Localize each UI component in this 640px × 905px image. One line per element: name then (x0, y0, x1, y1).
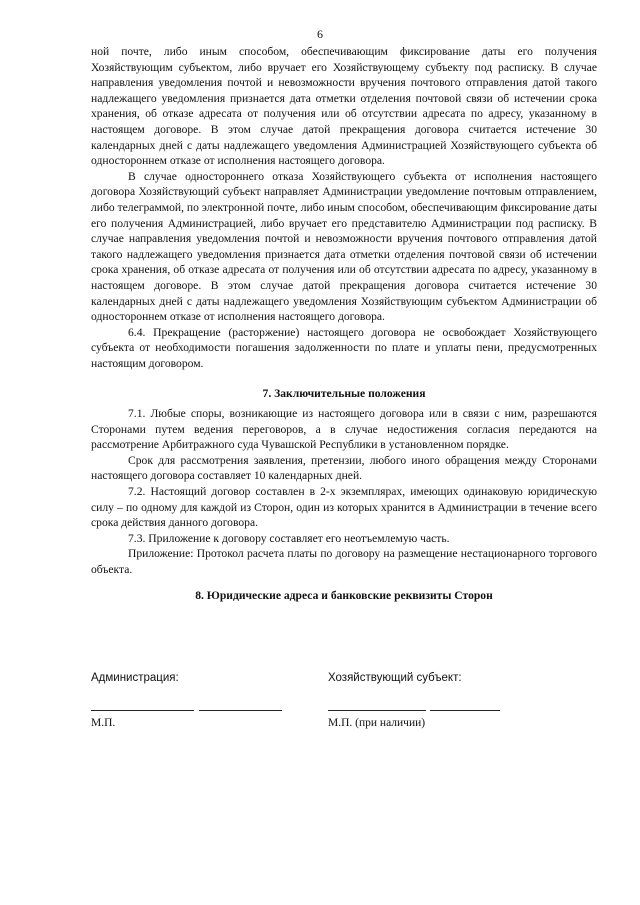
signature-line (328, 710, 426, 711)
signature-name-line (430, 710, 500, 711)
signature-entity-label: Хозяйствующий субъект: (328, 672, 462, 684)
stamp-place-entity: М.П. (при наличии) (328, 717, 426, 729)
stamp-place-admin: М.П. (91, 717, 116, 729)
signature-block (91, 671, 597, 741)
section-8-heading: 8. Юридические адреса и банковские реквизиты Сторон (195, 588, 493, 602)
signature-admin (91, 671, 291, 687)
paragraph-termination-notice-entity: В случае одностороннего отказа Хозяйствующего субъекта от исполнения настоящего договора Хозяйствующий субъект направляет Администрации уведомление почтовым отправлением, либо телеграммой, по электронной почте, либо иным способом, обеспечивающим фиксирование даты его получения Администрацией, либо вручает его представителю Администрации под расписку. В случае направления уведомления почтой и невозможности вручения почтового отправления датой такого надлежащего уведомления признается дата отметки отделения почтовой связи об истечении срока хранения, об отказе адресата от получения или об отсутствии адресата по адресу, указанному в настоящем договоре. В этом случае датой прекращения договора считается истечение 30 календарных дней с даты надлежащего уведомления Хозяйствующим субъектом Администрации об одностороннем отказе от исполнения настоящего договора. (91, 169, 597, 324)
section-7-heading: 7. Заключительные положения (262, 387, 426, 401)
paragraph-7-1: 7.1. Любые споры, возникающие из настоящего договора или в связи с ним, разрешаются Сторонами путем ведения переговоров, а в случае недостижения согласия передаются на рассмотрение Арбитражного суда Чувашской Республики в установленном порядке. (91, 407, 597, 452)
paragraph-7-1-term: Срок для рассмотрения заявления, претензии, любого иного обращения между Сторонами настоящего договора составляет 10 календарных дней. (91, 453, 597, 483)
signature-entity (328, 671, 588, 687)
signature-admin-label: Администрация: (91, 672, 179, 684)
paragraph-attachment: Приложение: Протокол расчета платы по договору на размещение нестационарного торгового объекта. (91, 547, 597, 576)
page-number: 6 (317, 27, 323, 41)
paragraph-6-4: 6.4. Прекращение (расторжение) настоящего договора не освобождает Хозяйствующего субъекта от необходимости погашения задолженности по плате и уплаты пени, предусмотренных настоящим договором. (91, 325, 597, 370)
paragraph-7-2: 7.2. Настоящий договор составлен в 2-х экземплярах, имеющих одинаковую юридическую силу – по одному для каждой из Сторон, один из которых хранится в Администрации в течение всего срока действия данного договора. (91, 485, 597, 530)
paragraph-7-3: 7.3. Приложение к договору составляет его неотъемлемую часть. (128, 531, 450, 545)
document-body (91, 44, 597, 603)
signature-name-line (199, 710, 282, 711)
paragraph-termination-notice-admin: ной почте, либо иным способом, обеспечивающим фиксирование даты его получения Хозяйствующим субъектом, либо вручает его Хозяйствующему субъекту под расписку. В случае направления уведомления почтой и невозможности вручения почтового отправления датой такого надлежащего уведомления признается дата отметки отделения почтовой связи об истечении срока хранения, об отказе адресата от получения или об отсутствии адресата по адресу, указанному в настоящем договоре. В этом случае датой прекращения договора считается истечение 30 календарных дней с даты надлежащего уведомления Администрацией Хозяйствующего субъекта об одностороннем отказе от исполнения настоящего договора. (91, 45, 597, 168)
signature-line (91, 710, 194, 711)
